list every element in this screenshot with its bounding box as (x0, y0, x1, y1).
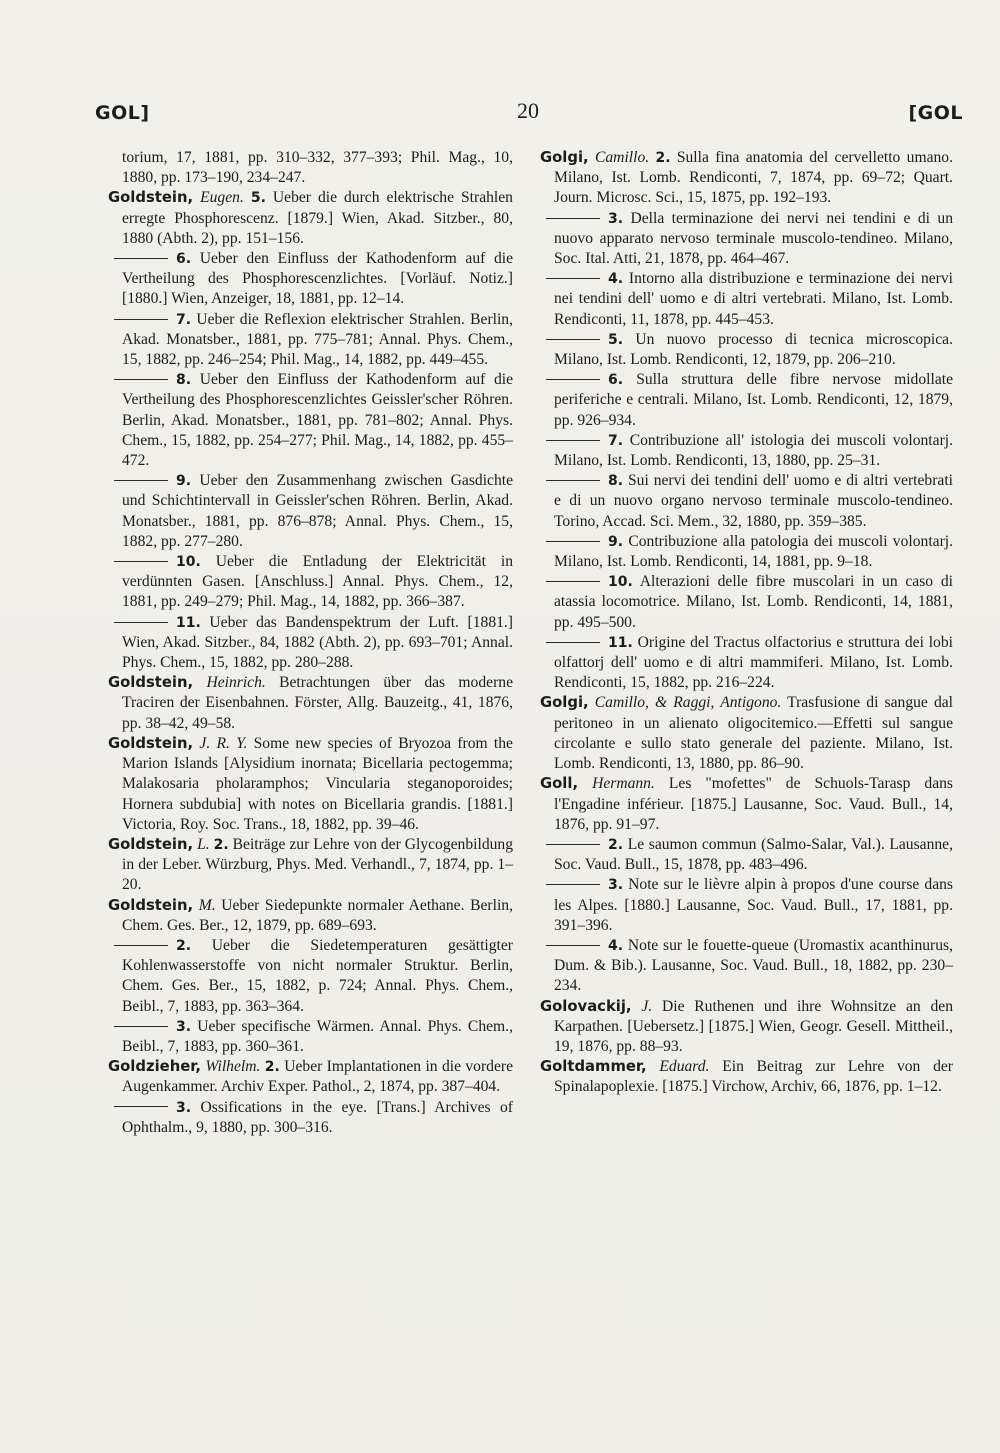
entry-text: Sulla fina anatomia del cervelletto umano. Milano, Ist. Lomb. Rendiconti, 7, 1874, pp. 69–72; Quart. Journ. Microsc. Sci., 15, 1875, pp. 192–193. (554, 149, 953, 207)
bibliography-entry (108, 1017, 513, 1057)
entry-number: 6. (608, 372, 624, 389)
ditto-dash (546, 581, 600, 582)
bibliography-entry (108, 471, 513, 552)
entry-text: Trasfusione di sangue dal peritoneo in un alienato oligocitemico.—Effetti sul sangue circolante e sullo stato generale del paziente. Milano, Ist. Lomb. Rendiconti, 13, 1880, pp. 86–90. (554, 694, 953, 773)
author-surname: Golovackij, (540, 997, 632, 1015)
author-entry (108, 188, 513, 249)
author-surname: Goldstein, (108, 896, 194, 914)
entry-number: 7. (608, 432, 624, 449)
entry-number: 4. (608, 937, 624, 954)
entry-text: Ueber Siedepunkte normaler Aethane. Berlin, Chem. Ges. Ber., 12, 1879, pp. 689–693. (122, 896, 513, 934)
author-given-name: Wilhelm. (205, 1058, 261, 1076)
entry-number: 3. (176, 1018, 192, 1035)
entry-text: Ueber die Reflexion elektrischer Strahlen. Berlin, Akad. Monatsber., 1881, pp. 775–781; Annal. Phys. Chem., 15, 1882, pp. 246–254; Phil. Mag., 14, 1882, pp. 449–455. (122, 310, 513, 369)
entry-number: 10. (608, 574, 633, 591)
ditto-dash (546, 884, 600, 885)
ditto-dash (114, 258, 168, 259)
bibliography-entry (108, 552, 513, 613)
author-given-name: M. (198, 896, 216, 914)
entry-number: 10. (176, 554, 201, 571)
entry-number: 3. (608, 877, 624, 894)
ditto-dash (546, 480, 600, 481)
right-column (540, 148, 953, 1098)
entry-number: 11. (608, 634, 633, 651)
entry-number: 9. (176, 473, 192, 490)
entry-text: Ueber den Einfluss der Kathodenform auf die Vertheilung des Phosphorescenzlichtes. [Vorläuf. Notiz.] [1880.] Wien, Anzeiger, 18, 1881, pp. 12–14. (122, 250, 514, 308)
ditto-dash (546, 541, 600, 542)
bibliography-entry (540, 572, 953, 633)
ditto-dash (546, 278, 600, 279)
entry-number: 7. (176, 311, 192, 328)
entry-text: Contribuzione all' istologia dei muscoli volontarj. Milano, Ist. Lomb. Rendiconti, 13, 1880, pp. 25–31. (554, 431, 953, 470)
author-surname: Goll, (540, 775, 579, 793)
bibliography-entry (108, 936, 513, 1017)
entry-text: Alterazioni delle fibre muscolari in un caso di atassia locomotrice. Milano, Ist. Lomb. Rendiconti, 14, 1881, pp. 495–500. (554, 573, 953, 631)
entry-text: Ueber Implantationen in die vordere Augenkammer. Archiv Exper. Pathol., 2, 1874, pp. 387–404. (122, 1058, 513, 1096)
entry-text: Ueber den Einfluss der Kathodenform auf die Vertheilung des Phosphorescenzlichtes Geissler'scher Röhren. Berlin, Akad. Monatsber., 1881, pp. 781–802; Annal. Phys. Chem., 15, 1882, pp. 254–277; Phil. Mag., 14, 1882, pp. 455–472. (122, 371, 514, 470)
author-entry (108, 896, 513, 936)
running-head (93, 96, 963, 136)
entry-text: Ueber die Entladung der Elektricität in verdünnten Gasen. [Anschluss.] Annal. Phys. Chem., 12, 1881, pp. 249–279; Phil. Mag., 14, 1882, pp. 366–387. (122, 553, 513, 611)
bibliography-entry (540, 431, 953, 471)
ditto-dash (114, 379, 168, 380)
entry-text: Les "mofettes" de Schuols-Tarasp dans l'Engadine inférieur. [1875.] Lausanne, Soc. Vaud. Bull., 14, 1876, pp. 91–97. (554, 775, 953, 833)
bibliography-entry (108, 148, 513, 188)
author-entry (540, 774, 953, 835)
bibliography-entry (540, 875, 953, 936)
author-surname: Goldstein, (108, 189, 194, 207)
author-surname: Goldstein, (108, 835, 194, 853)
entry-text: Ueber den Zusammenhang zwischen Gasdichte und Schichtintervall in Geissler'schen Röhren. Berlin, Akad. Monatsber., 1881, pp. 876–878; Annal. Phys. Chem., 15, 1882, pp. 277–280. (122, 472, 513, 550)
author-given-name: Heinrich. (206, 674, 266, 692)
bibliography-entry (540, 471, 953, 532)
author-given-name: Hermann. (592, 775, 655, 793)
entry-text: Della terminazione dei nervi nei tendini e di un nuovo apparato nervoso terminale muscolo-tendineo. Milano, Soc. Ital. Atti, 21, 1878, pp. 464–467. (554, 209, 954, 268)
ditto-dash (114, 1106, 168, 1107)
ditto-dash (546, 218, 600, 219)
entry-text: Beiträge zur Lehre von der Glycogenbildung in der Leber. Würzburg, Phys. Med. Verhandl., 7, 1874, pp. 1–20. (122, 835, 514, 894)
author-entry (108, 734, 513, 835)
entry-number: 8. (176, 372, 192, 389)
entry-number: 3. (176, 1099, 192, 1116)
entry-text: Sulla struttura delle fibre nervose midollate periferiche e centrali. Milano, Ist. Lomb. Rendiconti, 12, 1879, pp. 926–934. (554, 371, 953, 429)
author-entry (540, 693, 953, 774)
entry-number: 4. (608, 271, 624, 288)
entry-text: Ueber specifische Wärmen. Annal. Phys. Chem., Beibl., 7, 1883, pp. 360–361. (122, 1017, 513, 1055)
author-entry (540, 148, 953, 209)
author-entry (108, 835, 513, 896)
entry-number: 6. (176, 251, 192, 268)
author-entry (540, 1057, 953, 1097)
author-entry (540, 997, 953, 1058)
ditto-dash (546, 844, 600, 845)
entry-number: 5. (250, 190, 266, 207)
entry-text: torium, 17, 1881, pp. 310–332, 377–393; Phil. Mag., 10, 1880, pp. 173–190, 234–247. (122, 149, 513, 187)
entry-number: 8. (608, 473, 624, 490)
author-entry (108, 673, 513, 734)
author-given-name: L. (197, 835, 210, 853)
author-surname: Goldzieher, (108, 1058, 202, 1076)
author-given-name: Camillo, & Raggi, Antigono. (594, 694, 782, 712)
entry-text: Ueber die Siedetemperaturen gesättigter Kohlenwasserstoffe von nicht normaler Struktur. Berlin, Chem. Ges. Ber., 15, 1882, p. 724; Annal. Phys. Chem., Beibl., 7, 1883, pp. 363–364. (122, 936, 513, 1015)
entry-number: 2. (655, 150, 671, 166)
ditto-dash (114, 319, 168, 320)
entry-text: Note sur le lièvre alpin à propos d'une course dans les Alpes. [1880.] Lausanne, Soc. Vaud. Bull., 17, 1881, pp. 391–396. (554, 876, 953, 934)
bibliography-entry (108, 370, 513, 471)
ditto-dash (546, 440, 600, 441)
bibliography-entry (540, 835, 953, 875)
author-surname: Goldstein, (108, 674, 194, 692)
entry-text: Betrachtungen über das moderne Traciren der Eisenbahnen. Förster, Allg. Bauzeitg., 41, 1876, pp. 38–42, 49–58. (122, 674, 513, 732)
entry-text: Sui nervi dei tendini dell' uomo e di altri vertebrati e di un nuovo organo nervoso terminale muscolo-tendineo. Torino, Accad. Sci. Mem., 32, 1880, pp. 359–385. (554, 472, 953, 530)
author-given-name: Eugen. (200, 189, 244, 207)
entry-text: Contribuzione alla patologia dei muscoli volontarj. Milano, Ist. Lomb. Rendiconti, 14, 1881, pp. 9–18. (554, 532, 953, 571)
author-surname: Golgi, (540, 694, 589, 712)
entry-number: 5. (608, 331, 624, 348)
author-given-name: Eduard. (659, 1058, 710, 1076)
ditto-dash (546, 339, 600, 340)
entry-text: Origine del Tractus olfactorius e struttura dei lobi olfattorj dell' uomo e di altri mammiferi. Milano, Ist. Lomb. Rendiconti, 15, 1882, pp. 216–224. (554, 633, 953, 692)
entry-number: 2. (264, 1059, 280, 1076)
entry-text: Some new species of Bryozoa from the Marion Islands [Alysidium inornata; Bicellaria pectogemma; Malakosaria pholaramphos; Vincularia steganoporoides; Hornera subdubia] with notes on Bicellaria grandis. [1881.] Victoria, Roy. Soc. Trans., 18, 1882, pp. 39–46. (122, 734, 513, 833)
bibliography-entry (540, 269, 953, 330)
author-surname: Goltdammer, (540, 1058, 647, 1076)
entry-text: Ein Beitrag zur Lehre von der Spinalapoplexie. [1875.] Virchow, Archiv, 66, 1876, pp. 1–12. (554, 1058, 953, 1096)
entry-number: 9. (608, 533, 624, 550)
bibliography-entry (540, 330, 953, 370)
bibliography-entry (540, 209, 953, 270)
ditto-dash (114, 561, 168, 562)
page-number: 20 (517, 98, 539, 123)
ditto-dash (546, 379, 600, 380)
entry-number: 2. (608, 836, 624, 853)
bibliography-entry (540, 370, 953, 431)
ditto-dash (114, 622, 168, 623)
bibliography-entry (108, 310, 513, 371)
bibliography-entry (540, 633, 953, 694)
entry-number: 3. (608, 210, 624, 227)
entry-text: Die Ruthenen und ihre Wohnsitze an den Karpathen. [Uebersetz.] [1875.] Wien, Geogr. Gesell. Mittheil., 19, 1876, pp. 88–93. (554, 997, 953, 1055)
bibliography-entry (108, 613, 513, 674)
header-right: [GOL (908, 102, 963, 124)
entry-text: Ueber das Bandenspektrum der Luft. [1881.] Wien, Akad. Sitzber., 84, 1882 (Abth. 2), pp. 693–701; Annal. Phys. Chem., 15, 1882, pp. 280–288. (122, 613, 514, 672)
ditto-dash (546, 642, 600, 643)
bibliography-entry (540, 532, 953, 572)
bibliography-entry (108, 1098, 513, 1138)
ditto-dash (114, 945, 168, 946)
author-given-name: J. (641, 997, 653, 1015)
entry-text: Intorno alla distribuzione e terminazione dei nervi nei tendini dell' uomo e di altri vertebrati. Milano, Ist. Lomb. Rendiconti, 11, 1878, pp. 445–453. (554, 270, 953, 328)
author-given-name: Camillo. (594, 149, 650, 166)
entry-text: Un nuovo processo di tecnica microscopica. Milano, Ist. Lomb. Rendiconti, 12, 1879, pp. 206–210. (554, 330, 953, 369)
author-surname: Goldstein, (108, 734, 194, 752)
author-surname: Golgi, (540, 149, 589, 166)
entry-text: Ueber die durch elektrische Strahlen erregte Phosphorescenz. [1879.] Wien, Akad. Sitzber., 80, 1880 (Abth. 2), pp. 151–156. (122, 189, 513, 247)
entry-number: 2. (213, 836, 229, 853)
entry-number: 11. (176, 614, 201, 631)
entry-number: 2. (176, 937, 192, 954)
entry-text: Ossifications in the eye. [Trans.] Archives of Ophthalm., 9, 1880, pp. 300–316. (122, 1098, 513, 1136)
header-left: GOL] (95, 102, 150, 124)
author-entry (108, 1057, 513, 1097)
entry-text: Le saumon commun (Salmo-Salar, Val.). Lausanne, Soc. Vaud. Bull., 15, 1878, pp. 483–496. (554, 835, 953, 874)
bibliography-entry (108, 249, 513, 310)
ditto-dash (114, 1026, 168, 1027)
ditto-dash (546, 945, 600, 946)
bibliography-entry (540, 936, 953, 997)
ditto-dash (114, 480, 168, 481)
left-column (108, 148, 513, 1138)
author-given-name: J. R. Y. (199, 734, 248, 752)
entry-text: Note sur le fouette-queue (Uromastix acanthinurus, Dum. & Bib.). Lausanne, Soc. Vaud. Bull., 18, 1882, pp. 230–234. (554, 936, 954, 995)
